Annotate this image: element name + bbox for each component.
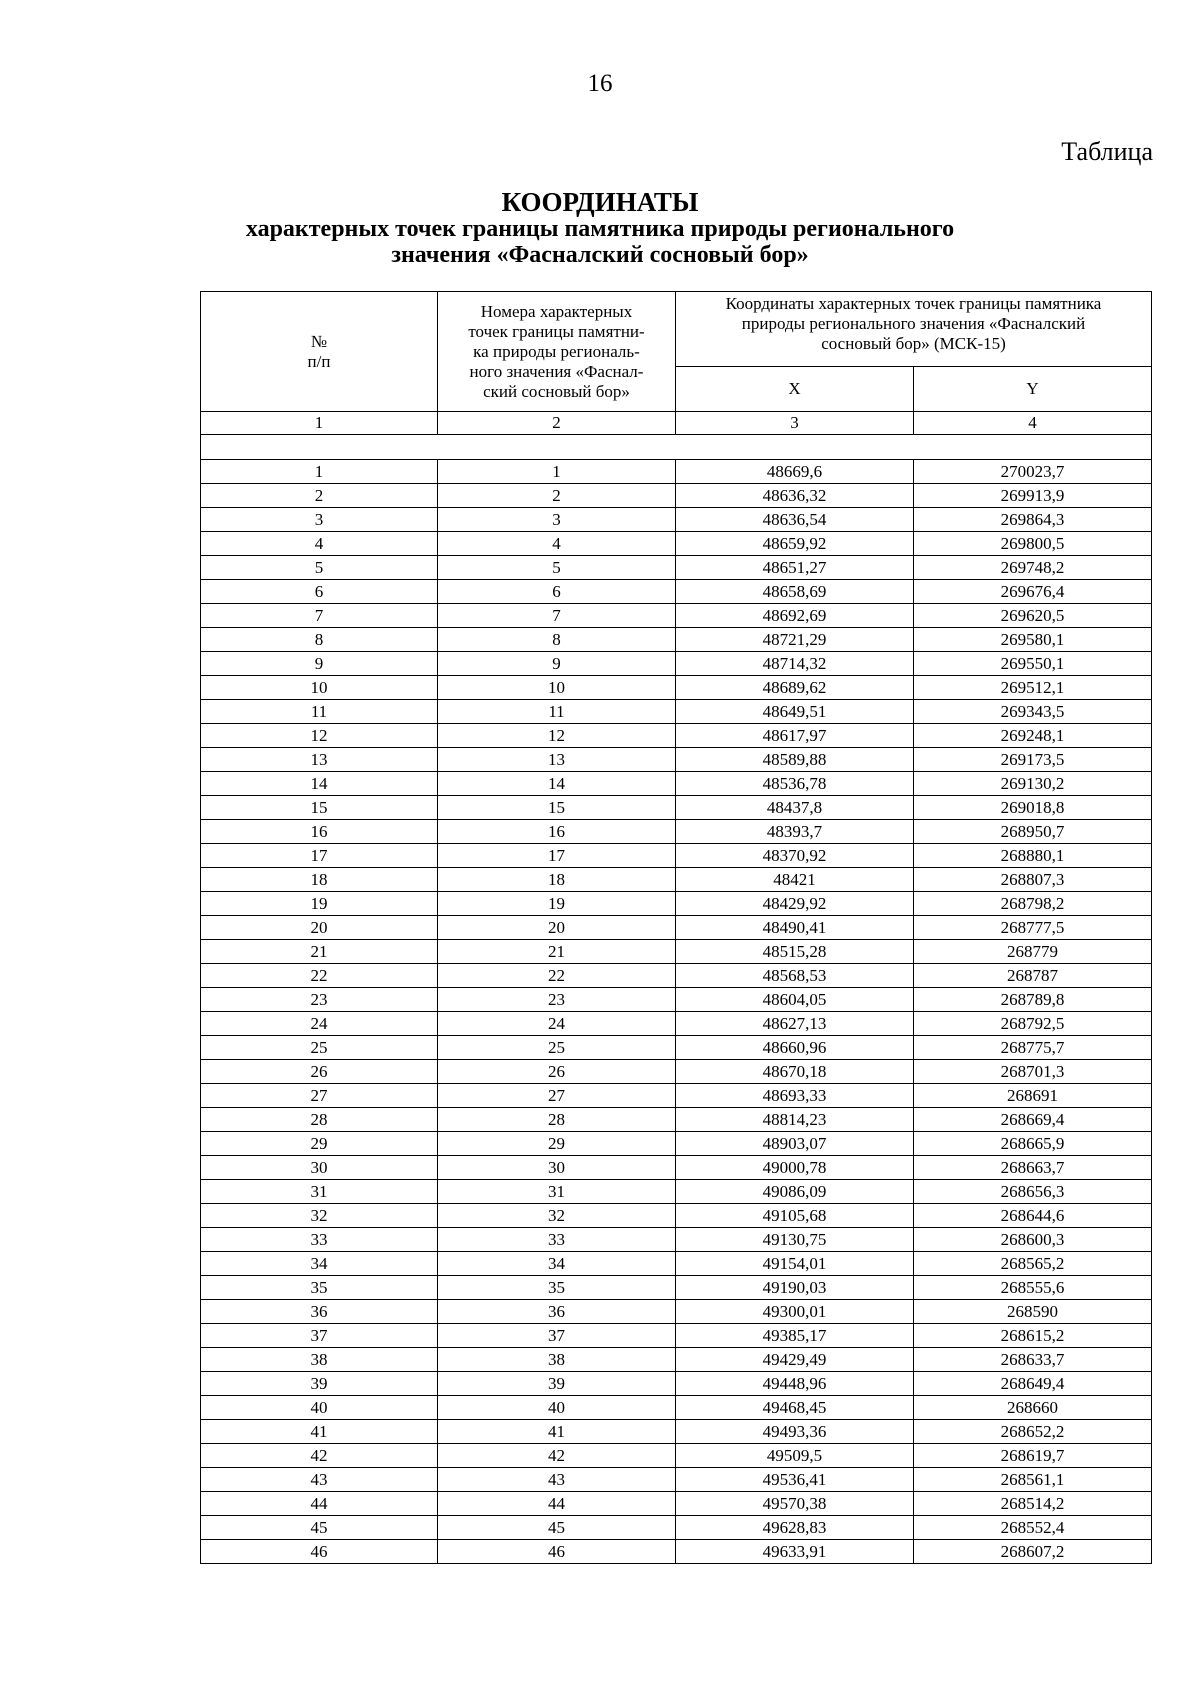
cell-x: 48692,69 xyxy=(676,604,914,628)
header-number-line: № xyxy=(310,331,328,351)
cell-x: 48429,92 xyxy=(676,892,914,916)
cell-y: 268789,8 xyxy=(914,988,1152,1012)
cell-index: 3 xyxy=(201,508,438,532)
cell-x: 48617,97 xyxy=(676,724,914,748)
cell-point-number: 45 xyxy=(438,1516,676,1540)
cell-y: 268607,2 xyxy=(914,1540,1152,1564)
cell-x: 48669,6 xyxy=(676,460,914,484)
header-point-line: Номера характерных xyxy=(480,301,633,321)
cell-index: 16 xyxy=(201,820,438,844)
cell-x: 48515,28 xyxy=(676,940,914,964)
cell-y: 268787 xyxy=(914,964,1152,988)
table-row xyxy=(201,748,1152,772)
table-row xyxy=(201,1252,1152,1276)
cell-index: 31 xyxy=(201,1180,438,1204)
cell-x: 48660,96 xyxy=(676,1036,914,1060)
cell-index: 10 xyxy=(201,676,438,700)
cell-point-number: 35 xyxy=(438,1276,676,1300)
cell-x: 49493,36 xyxy=(676,1420,914,1444)
table-row xyxy=(201,1276,1152,1300)
cell-index: 13 xyxy=(201,748,438,772)
header-x: X xyxy=(676,367,914,412)
header-point-line: точек границы памятни- xyxy=(468,321,645,341)
cell-index: 42 xyxy=(201,1444,438,1468)
header-point-line: ного значения «Фаснал- xyxy=(469,361,644,381)
cell-x: 49385,17 xyxy=(676,1324,914,1348)
table-row xyxy=(201,988,1152,1012)
cell-y: 269620,5 xyxy=(914,604,1152,628)
cell-y: 268798,2 xyxy=(914,892,1152,916)
cell-x: 48437,8 xyxy=(676,796,914,820)
cell-x: 48721,29 xyxy=(676,628,914,652)
cell-point-number: 42 xyxy=(438,1444,676,1468)
cell-y: 268615,2 xyxy=(914,1324,1152,1348)
table-row xyxy=(201,1156,1152,1180)
header-point-col xyxy=(438,292,676,412)
cell-point-number: 6 xyxy=(438,580,676,604)
table-row xyxy=(201,556,1152,580)
cell-point-number: 9 xyxy=(438,652,676,676)
cell-point-number: 33 xyxy=(438,1228,676,1252)
cell-index: 1 xyxy=(201,460,438,484)
cell-y: 268701,3 xyxy=(914,1060,1152,1084)
table-row xyxy=(201,892,1152,916)
cell-x: 49633,91 xyxy=(676,1540,914,1564)
header-number-col xyxy=(201,292,438,412)
cell-index: 43 xyxy=(201,1468,438,1492)
cell-index: 25 xyxy=(201,1036,438,1060)
table-row xyxy=(201,820,1152,844)
cell-x: 48421 xyxy=(676,868,914,892)
cell-index: 18 xyxy=(201,868,438,892)
table-row xyxy=(201,772,1152,796)
cell-point-number: 41 xyxy=(438,1420,676,1444)
table-row xyxy=(201,940,1152,964)
cell-y: 269173,5 xyxy=(914,748,1152,772)
cell-x: 49509,5 xyxy=(676,1444,914,1468)
table-row xyxy=(201,1540,1152,1564)
cell-index: 22 xyxy=(201,964,438,988)
cell-x: 48649,51 xyxy=(676,700,914,724)
table-label: Таблица xyxy=(1061,137,1153,166)
table-row xyxy=(201,1204,1152,1228)
cell-y: 268660 xyxy=(914,1396,1152,1420)
title-main: КООРДИНАТЫ xyxy=(501,187,699,217)
cell-index: 12 xyxy=(201,724,438,748)
cell-point-number: 10 xyxy=(438,676,676,700)
table-row xyxy=(201,1108,1152,1132)
cell-index: 32 xyxy=(201,1204,438,1228)
cell-y: 268600,3 xyxy=(914,1228,1152,1252)
table-row xyxy=(201,1324,1152,1348)
cell-point-number: 43 xyxy=(438,1468,676,1492)
cell-x: 49086,09 xyxy=(676,1180,914,1204)
cell-index: 8 xyxy=(201,628,438,652)
cell-x: 48627,13 xyxy=(676,1012,914,1036)
cell-x: 48604,05 xyxy=(676,988,914,1012)
cell-index: 37 xyxy=(201,1324,438,1348)
cell-y: 268644,6 xyxy=(914,1204,1152,1228)
cell-point-number: 21 xyxy=(438,940,676,964)
cell-y: 269248,1 xyxy=(914,724,1152,748)
cell-point-number: 15 xyxy=(438,796,676,820)
cell-x: 48903,07 xyxy=(676,1132,914,1156)
cell-x: 49536,41 xyxy=(676,1468,914,1492)
header-coords-col xyxy=(676,292,1152,367)
cell-point-number: 26 xyxy=(438,1060,676,1084)
cell-point-number: 12 xyxy=(438,724,676,748)
table-row xyxy=(201,1372,1152,1396)
cell-y: 269343,5 xyxy=(914,700,1152,724)
document-title xyxy=(0,188,1200,268)
cell-x: 48689,62 xyxy=(676,676,914,700)
cell-y: 268665,9 xyxy=(914,1132,1152,1156)
col-number-cell: 1 xyxy=(201,412,438,435)
cell-y: 268552,4 xyxy=(914,1516,1152,1540)
cell-y: 270023,7 xyxy=(914,460,1152,484)
cell-point-number: 17 xyxy=(438,844,676,868)
table-row xyxy=(201,1228,1152,1252)
cell-index: 46 xyxy=(201,1540,438,1564)
cell-x: 48370,92 xyxy=(676,844,914,868)
table-row xyxy=(201,916,1152,940)
table-row xyxy=(201,964,1152,988)
cell-index: 19 xyxy=(201,892,438,916)
cell-point-number: 14 xyxy=(438,772,676,796)
title-line-2: значения «Фасналский сосновый бор» xyxy=(391,242,809,268)
coordinates-table xyxy=(200,291,1152,1564)
cell-x: 48589,88 xyxy=(676,748,914,772)
cell-y: 269913,9 xyxy=(914,484,1152,508)
cell-y: 269130,2 xyxy=(914,772,1152,796)
table-row xyxy=(201,508,1152,532)
cell-point-number: 31 xyxy=(438,1180,676,1204)
table-row xyxy=(201,796,1152,820)
header-number-line: п/п xyxy=(307,351,331,371)
cell-point-number: 16 xyxy=(438,820,676,844)
table-row xyxy=(201,844,1152,868)
cell-index: 23 xyxy=(201,988,438,1012)
cell-y: 268619,7 xyxy=(914,1444,1152,1468)
table-row xyxy=(201,1348,1152,1372)
header-point-line: ский сосновый бор» xyxy=(483,381,630,401)
cell-y: 269676,4 xyxy=(914,580,1152,604)
cell-point-number: 27 xyxy=(438,1084,676,1108)
table-row xyxy=(201,580,1152,604)
cell-y: 268561,1 xyxy=(914,1468,1152,1492)
cell-index: 9 xyxy=(201,652,438,676)
table-row xyxy=(201,484,1152,508)
table-row xyxy=(201,1060,1152,1084)
cell-x: 49448,96 xyxy=(676,1372,914,1396)
cell-y: 268656,3 xyxy=(914,1180,1152,1204)
cell-point-number: 2 xyxy=(438,484,676,508)
cell-y: 268663,7 xyxy=(914,1156,1152,1180)
cell-y: 268514,2 xyxy=(914,1492,1152,1516)
cell-y: 268950,7 xyxy=(914,820,1152,844)
cell-index: 17 xyxy=(201,844,438,868)
cell-point-number: 40 xyxy=(438,1396,676,1420)
cell-point-number: 13 xyxy=(438,748,676,772)
cell-x: 48393,7 xyxy=(676,820,914,844)
cell-y: 269580,1 xyxy=(914,628,1152,652)
cell-index: 33 xyxy=(201,1228,438,1252)
cell-point-number: 8 xyxy=(438,628,676,652)
cell-y: 269748,2 xyxy=(914,556,1152,580)
cell-point-number: 11 xyxy=(438,700,676,724)
table-row xyxy=(201,1396,1152,1420)
cell-index: 21 xyxy=(201,940,438,964)
cell-point-number: 37 xyxy=(438,1324,676,1348)
cell-point-number: 28 xyxy=(438,1108,676,1132)
table-row xyxy=(201,460,1152,484)
header-coords-line: природы регионального значения «Фасналский xyxy=(741,314,1086,333)
header-coords-line: сосновый бор» (МСК-15) xyxy=(821,334,1006,353)
table-row xyxy=(201,1420,1152,1444)
cell-x: 49130,75 xyxy=(676,1228,914,1252)
cell-index: 6 xyxy=(201,580,438,604)
table-row xyxy=(201,1012,1152,1036)
table-row xyxy=(201,628,1152,652)
col-number-cell: 4 xyxy=(914,412,1152,435)
cell-point-number: 46 xyxy=(438,1540,676,1564)
cell-point-number: 3 xyxy=(438,508,676,532)
cell-x: 48636,54 xyxy=(676,508,914,532)
cell-x: 49628,83 xyxy=(676,1516,914,1540)
cell-point-number: 34 xyxy=(438,1252,676,1276)
cell-index: 20 xyxy=(201,916,438,940)
cell-point-number: 29 xyxy=(438,1132,676,1156)
cell-index: 11 xyxy=(201,700,438,724)
cell-x: 49154,01 xyxy=(676,1252,914,1276)
cell-index: 29 xyxy=(201,1132,438,1156)
table-row xyxy=(201,532,1152,556)
table-row xyxy=(201,1300,1152,1324)
table-row xyxy=(201,1132,1152,1156)
cell-point-number: 20 xyxy=(438,916,676,940)
header-coords-line: Координаты характерных точек границы памятника xyxy=(725,294,1102,313)
cell-point-number: 44 xyxy=(438,1492,676,1516)
table-body xyxy=(201,460,1152,1564)
cell-index: 44 xyxy=(201,1492,438,1516)
cell-x: 48490,41 xyxy=(676,916,914,940)
cell-x: 49468,45 xyxy=(676,1396,914,1420)
cell-index: 38 xyxy=(201,1348,438,1372)
cell-x: 48693,33 xyxy=(676,1084,914,1108)
title-line-1: характерных точек границы памятника природы регионального xyxy=(245,216,955,242)
header-point-line: ка природы региональ- xyxy=(473,341,640,361)
cell-x: 48568,53 xyxy=(676,964,914,988)
table-row xyxy=(201,676,1152,700)
cell-index: 41 xyxy=(201,1420,438,1444)
cell-y: 268691 xyxy=(914,1084,1152,1108)
cell-x: 49300,01 xyxy=(676,1300,914,1324)
cell-y: 268792,5 xyxy=(914,1012,1152,1036)
table-row xyxy=(201,1036,1152,1060)
cell-point-number: 18 xyxy=(438,868,676,892)
cell-x: 48670,18 xyxy=(676,1060,914,1084)
table-row xyxy=(201,604,1152,628)
cell-index: 2 xyxy=(201,484,438,508)
cell-x: 49105,68 xyxy=(676,1204,914,1228)
cell-y: 268775,7 xyxy=(914,1036,1152,1060)
cell-y: 268777,5 xyxy=(914,916,1152,940)
cell-point-number: 32 xyxy=(438,1204,676,1228)
cell-index: 45 xyxy=(201,1516,438,1540)
cell-y: 269800,5 xyxy=(914,532,1152,556)
table-row xyxy=(201,700,1152,724)
cell-index: 35 xyxy=(201,1276,438,1300)
blank-row xyxy=(201,435,1152,460)
table-row xyxy=(201,1180,1152,1204)
page-number: 16 xyxy=(587,70,613,97)
cell-point-number: 4 xyxy=(438,532,676,556)
cell-point-number: 24 xyxy=(438,1012,676,1036)
cell-y: 268633,7 xyxy=(914,1348,1152,1372)
cell-x: 49190,03 xyxy=(676,1276,914,1300)
cell-x: 49570,38 xyxy=(676,1492,914,1516)
cell-point-number: 38 xyxy=(438,1348,676,1372)
cell-y: 268565,2 xyxy=(914,1252,1152,1276)
table-row xyxy=(201,652,1152,676)
cell-point-number: 36 xyxy=(438,1300,676,1324)
cell-x: 48659,92 xyxy=(676,532,914,556)
cell-point-number: 1 xyxy=(438,460,676,484)
col-number-cell: 3 xyxy=(676,412,914,435)
cell-point-number: 30 xyxy=(438,1156,676,1180)
cell-y: 268652,2 xyxy=(914,1420,1152,1444)
cell-point-number: 23 xyxy=(438,988,676,1012)
cell-index: 4 xyxy=(201,532,438,556)
cell-point-number: 22 xyxy=(438,964,676,988)
cell-index: 30 xyxy=(201,1156,438,1180)
cell-index: 7 xyxy=(201,604,438,628)
cell-index: 39 xyxy=(201,1372,438,1396)
cell-index: 15 xyxy=(201,796,438,820)
cell-x: 48714,32 xyxy=(676,652,914,676)
cell-y: 268669,4 xyxy=(914,1108,1152,1132)
cell-x: 48636,32 xyxy=(676,484,914,508)
cell-point-number: 7 xyxy=(438,604,676,628)
cell-index: 24 xyxy=(201,1012,438,1036)
col-number-cell: 2 xyxy=(438,412,676,435)
cell-y: 268590 xyxy=(914,1300,1152,1324)
header-y: Y xyxy=(914,367,1152,412)
cell-index: 26 xyxy=(201,1060,438,1084)
table-row xyxy=(201,1084,1152,1108)
cell-index: 40 xyxy=(201,1396,438,1420)
cell-point-number: 39 xyxy=(438,1372,676,1396)
cell-y: 268779 xyxy=(914,940,1152,964)
cell-point-number: 25 xyxy=(438,1036,676,1060)
cell-y: 269512,1 xyxy=(914,676,1152,700)
table-row xyxy=(201,1444,1152,1468)
cell-index: 34 xyxy=(201,1252,438,1276)
cell-index: 14 xyxy=(201,772,438,796)
cell-x: 49429,49 xyxy=(676,1348,914,1372)
table-row xyxy=(201,724,1152,748)
cell-point-number: 19 xyxy=(438,892,676,916)
cell-x: 48814,23 xyxy=(676,1108,914,1132)
cell-index: 5 xyxy=(201,556,438,580)
cell-x: 48658,69 xyxy=(676,580,914,604)
cell-y: 268880,1 xyxy=(914,844,1152,868)
cell-y: 268807,3 xyxy=(914,868,1152,892)
cell-y: 269550,1 xyxy=(914,652,1152,676)
cell-x: 48651,27 xyxy=(676,556,914,580)
table-row xyxy=(201,1468,1152,1492)
cell-y: 268555,6 xyxy=(914,1276,1152,1300)
cell-x: 49000,78 xyxy=(676,1156,914,1180)
cell-x: 48536,78 xyxy=(676,772,914,796)
cell-y: 268649,4 xyxy=(914,1372,1152,1396)
cell-index: 36 xyxy=(201,1300,438,1324)
cell-point-number: 5 xyxy=(438,556,676,580)
cell-y: 269018,8 xyxy=(914,796,1152,820)
table-row xyxy=(201,1492,1152,1516)
table-row xyxy=(201,868,1152,892)
table-row xyxy=(201,1516,1152,1540)
cell-index: 27 xyxy=(201,1084,438,1108)
cell-y: 269864,3 xyxy=(914,508,1152,532)
cell-index: 28 xyxy=(201,1108,438,1132)
